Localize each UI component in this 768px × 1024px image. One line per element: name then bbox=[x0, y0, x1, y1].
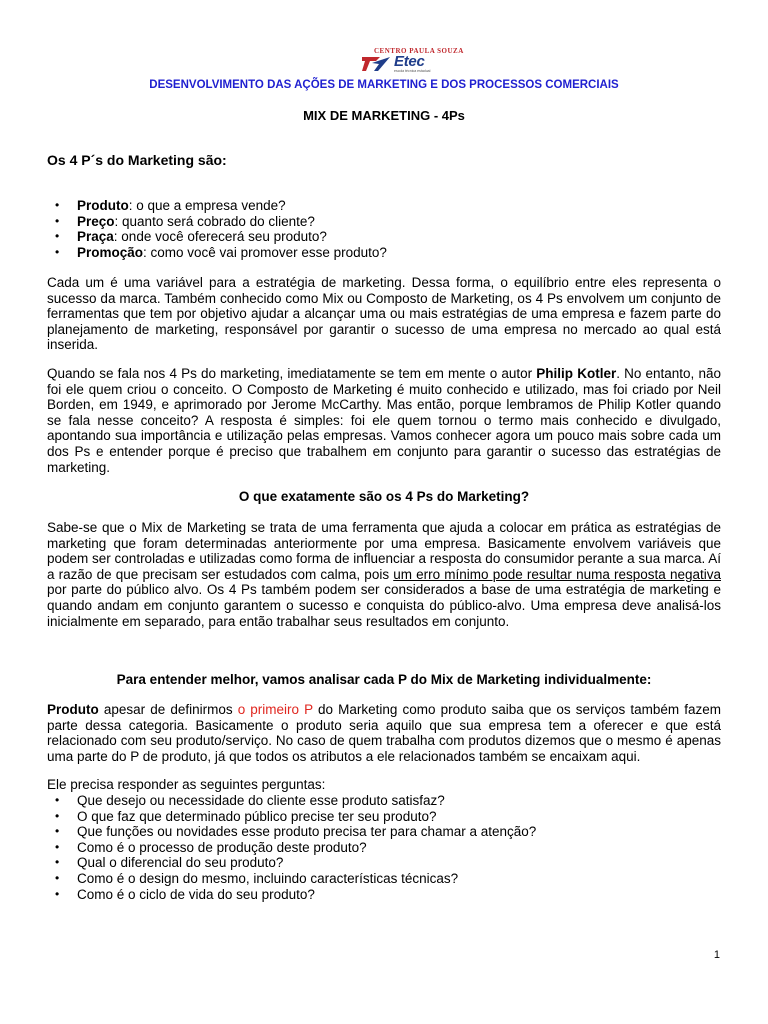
paragraph-2-after: . No entanto, não foi ele quem criou o conceito. O Composto de Marketing é muito conhecido e utilizado, mas foi criado por Neil Borden, em 1949, e aprimorado por Jerome McCarthy. Mas então, porque lembramos de Philip Kotler quando se fala nesse conceito? A resposta é simples: foi ele quem tornou o termo mais conhecido e divulgado, apontando sua importância e utilização pelas empresas. Vamos conhecer agora um pouco mais sobre cada um dos Ps e entender porque é preciso que trabalhem em conjunto para garantir o sucesso das estratégias de marketing. bbox=[47, 366, 721, 475]
paragraph-3 bbox=[47, 520, 721, 629]
paragraph-3-after: por parte do público alvo. Os 4 Ps também podem ser considerados a base de uma estratégia de marketing e quando andam em conjunto garantem o sucesso e conquista do público-alvo. Uma empresa deve analisá-los inicialmente em separado, para então trabalhar seus resultados em conjunto. bbox=[47, 582, 721, 629]
list-item bbox=[47, 214, 387, 230]
logo-word: Etec bbox=[394, 53, 425, 70]
list-item: • Como é o design do mesmo, incluindo características técnicas? bbox=[47, 871, 536, 887]
underlined-phrase: um erro mínimo pode resultar numa resposta negativa bbox=[393, 566, 721, 582]
list-item: • Que desejo ou necessidade do cliente esse produto satisfaz? bbox=[47, 793, 536, 809]
paragraph-4-after: do Marketing como produto saiba que os serviços também fazem parte dessa categoria. Basicamente o produto seria aquilo que sua empresa tem a oferecer e que está relacionado com seu produto/serviço. No caso de quem trabalha com produtos dizemos que o mesmo é apenas uma parte do P de produto, já que todos os atributos a ele relacionados também se encaixam aqui. bbox=[47, 702, 721, 764]
produto-term: Produto bbox=[47, 702, 99, 717]
section-heading-individual: Para entender melhor, vamos analisar cada P do Mix de Marketing individualmente: bbox=[116, 672, 652, 687]
intro-heading: Os 4 P´s do Marketing são: bbox=[47, 152, 227, 168]
list-item bbox=[47, 229, 387, 245]
author-name: Philip Kotler bbox=[536, 366, 617, 381]
list-item: • Qual o diferencial do seu produto? bbox=[47, 855, 536, 871]
etec-logo bbox=[360, 47, 470, 75]
list-item-term: Preço bbox=[77, 213, 115, 229]
list-item: • O que faz que determinado público precise ter seu produto? bbox=[47, 809, 536, 825]
list-item-text: : quanto será cobrado do cliente? bbox=[114, 213, 315, 229]
list-item-term: Promoção bbox=[77, 244, 144, 260]
list-item: • Como é o processo de produção deste produto? bbox=[47, 840, 536, 856]
paragraph-2-before: Quando se fala nos 4 Ps do marketing, imediatamente se tem em mente o autor bbox=[47, 366, 537, 381]
list-item bbox=[47, 245, 387, 261]
list-item bbox=[47, 198, 387, 214]
page-number: 1 bbox=[713, 949, 720, 961]
list-item: • Como é o ciclo de vida do seu produto? bbox=[47, 887, 536, 903]
list-item-text: : o que a empresa vende? bbox=[128, 198, 286, 213]
document-title: MIX DE MARKETING - 4Ps bbox=[303, 108, 465, 123]
paragraph-4 bbox=[47, 702, 721, 764]
paragraph-3-before: Sabe-se que o Mix de Marketing se trata de uma ferramenta que ajuda a colocar em prática as estratégias de marketing que foram determinadas anteriormente por uma empresa. Basicamente envolvem variáveis que podem ser controladas e utilizadas como forma de influenciar a resposta do consumidor perante a sua marca. Aí a razão de que precisam ser estudados com calma, pois bbox=[47, 520, 721, 582]
questions-list bbox=[47, 793, 536, 902]
section-heading-what-are: O que exatamente são os 4 Ps do Marketing? bbox=[238, 489, 530, 504]
course-title: DESENVOLVIMENTO DAS AÇÕES DE MARKETING E DOS PROCESSOS COMERCIAIS bbox=[149, 79, 619, 91]
list-item: • Que funções ou novidades esse produto precisa ter para chamar a atenção? bbox=[47, 824, 536, 840]
list-item-term: Produto bbox=[77, 198, 129, 213]
list-item-term: Praça bbox=[77, 229, 114, 245]
paragraph-1: Cada um é uma variável para a estratégia de marketing. Dessa forma, o equilíbrio entre eles representa o sucesso da marca. Também conhecido como Mix ou Composto de Marketing, os 4 Ps envolvem um conjunto de ferramentas que tem por objetivo ajudar a alcançar uma ou mais estratégias de uma empresa e fazem parte do planejamento de marketing, responsável por garantir o sucesso de uma empresa no mercado ao qual está inserida. bbox=[47, 275, 721, 353]
list-item-text: : como você vai promover esse produto? bbox=[143, 244, 387, 260]
questions-lead: Ele precisa responder as seguintes perguntas: bbox=[47, 777, 326, 792]
etec-logo-mark-icon bbox=[362, 55, 392, 71]
logo-subtitle: escola técnica estadual bbox=[394, 69, 431, 73]
highlighted-phrase: o primeiro P bbox=[237, 702, 313, 717]
logo-top-text: CENTRO PAULA SOUZA bbox=[374, 47, 464, 55]
list-item-text: : onde você oferecerá seu produto? bbox=[113, 229, 327, 245]
paragraph-4-before: apesar de definirmos bbox=[98, 702, 238, 717]
paragraph-2 bbox=[47, 366, 721, 475]
four-ps-list bbox=[47, 198, 387, 260]
